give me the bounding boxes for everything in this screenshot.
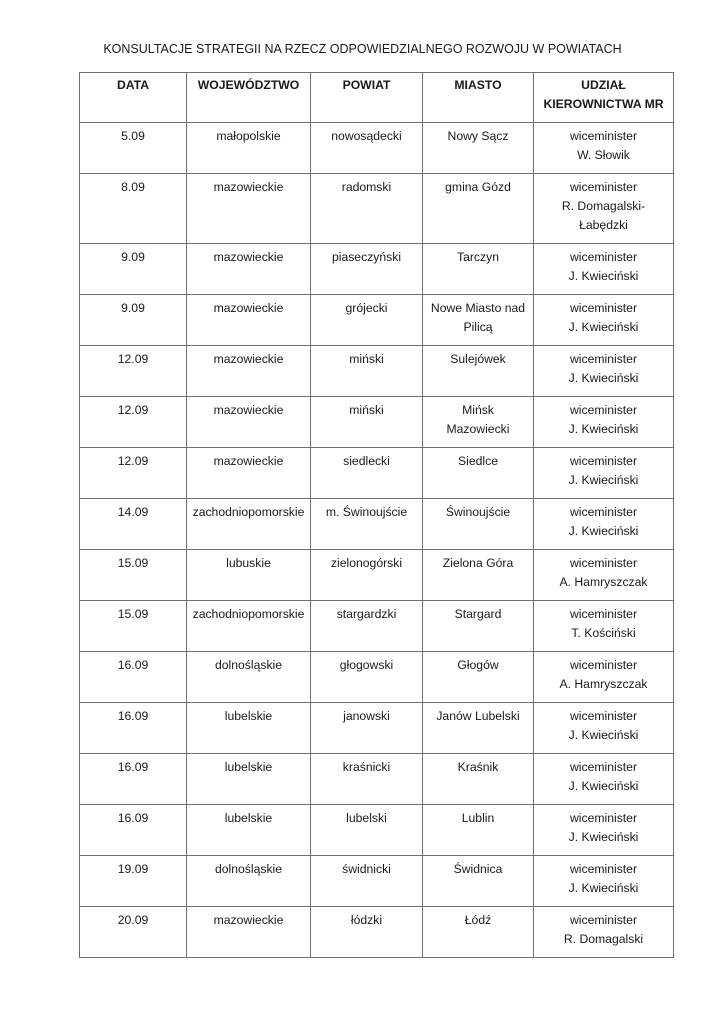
- cell-miasto: [423, 805, 534, 856]
- cell-miasto-line: Nowy Sącz: [447, 129, 509, 143]
- cell-udzial-line: wiceminister: [569, 607, 638, 621]
- cell-udzial-line: wiceminister: [569, 180, 638, 194]
- table-row: [80, 805, 674, 856]
- table-row: [80, 856, 674, 907]
- cell-udzial-line: wiceminister: [569, 862, 638, 876]
- table-row: [80, 601, 674, 652]
- table-row: [80, 174, 674, 244]
- consultation-table: [79, 72, 674, 958]
- cell-powiat: grójecki: [311, 295, 423, 346]
- cell-miasto: [423, 601, 534, 652]
- table-row: [80, 448, 674, 499]
- cell-data: 12.09: [80, 397, 187, 448]
- cell-udzial-line: J. Kwieciński: [568, 371, 639, 385]
- cell-miasto: [423, 550, 534, 601]
- cell-wojewodztwo: mazowieckie: [187, 174, 311, 244]
- cell-udzial: [534, 805, 674, 856]
- cell-powiat: zielonogórski: [311, 550, 423, 601]
- cell-udzial-line: R. Domagalski-: [561, 199, 646, 213]
- cell-udzial-line: R. Domagalski: [563, 932, 644, 946]
- cell-miasto: [423, 123, 534, 174]
- cell-powiat: siedlecki: [311, 448, 423, 499]
- cell-udzial-line: wiceminister: [569, 129, 638, 143]
- cell-miasto-line: Nowe Miasto nad: [430, 301, 526, 315]
- cell-miasto-line: Siedlce: [458, 454, 498, 468]
- cell-data: 8.09: [80, 174, 187, 244]
- table-row: [80, 703, 674, 754]
- cell-udzial-line: wiceminister: [569, 556, 638, 570]
- cell-miasto-line: Świnoujście: [445, 505, 511, 519]
- cell-miasto: [423, 856, 534, 907]
- cell-miasto-line: Tarczyn: [457, 250, 499, 264]
- cell-udzial-line: wiceminister: [569, 403, 638, 417]
- cell-udzial-line: wiceminister: [569, 301, 638, 315]
- cell-udzial-line: wiceminister: [569, 352, 638, 366]
- cell-data: 12.09: [80, 448, 187, 499]
- cell-data: 14.09: [80, 499, 187, 550]
- header-wojewodztwo: WOJEWÓDZTWO: [187, 73, 311, 123]
- cell-miasto-line: Sulejówek: [450, 352, 506, 366]
- table-row: [80, 754, 674, 805]
- cell-udzial-line: wiceminister: [569, 505, 638, 519]
- table-header-row: [80, 73, 674, 123]
- cell-wojewodztwo: lubelskie: [187, 754, 311, 805]
- cell-powiat: janowski: [311, 703, 423, 754]
- cell-miasto: [423, 244, 534, 295]
- cell-udzial-line: Łabędzki: [579, 218, 628, 232]
- cell-udzial: [534, 550, 674, 601]
- cell-powiat: lubelski: [311, 805, 423, 856]
- cell-udzial-line: J. Kwieciński: [568, 881, 639, 895]
- cell-miasto: [423, 346, 534, 397]
- cell-data: 20.09: [80, 907, 187, 958]
- cell-powiat: stargardzki: [311, 601, 423, 652]
- cell-udzial-line: J. Kwieciński: [568, 524, 639, 538]
- cell-wojewodztwo: mazowieckie: [187, 397, 311, 448]
- cell-miasto-line: Świdnica: [453, 862, 503, 876]
- cell-udzial: [534, 244, 674, 295]
- cell-wojewodztwo: zachodniopomorskie: [187, 499, 311, 550]
- cell-powiat: piaseczyński: [311, 244, 423, 295]
- cell-udzial-line: A. Hamryszczak: [559, 677, 648, 691]
- cell-udzial-line: J. Kwieciński: [568, 830, 639, 844]
- cell-udzial: [534, 652, 674, 703]
- cell-udzial-line: J. Kwieciński: [568, 269, 639, 283]
- page-title: KONSULTACJE STRATEGII NA RZECZ ODPOWIEDZIALNEGO ROZWOJU W POWIATACH: [103, 42, 622, 56]
- cell-udzial: [534, 754, 674, 805]
- cell-data: 9.09: [80, 295, 187, 346]
- cell-wojewodztwo: lubelskie: [187, 703, 311, 754]
- cell-udzial: [534, 601, 674, 652]
- cell-udzial: [534, 346, 674, 397]
- table-row: [80, 652, 674, 703]
- table-body: [80, 123, 674, 958]
- cell-wojewodztwo: mazowieckie: [187, 244, 311, 295]
- cell-miasto-line: Kraśnik: [457, 760, 499, 774]
- cell-wojewodztwo: mazowieckie: [187, 448, 311, 499]
- cell-powiat: łódzki: [311, 907, 423, 958]
- cell-udzial: [534, 397, 674, 448]
- cell-data: 15.09: [80, 550, 187, 601]
- table-row: [80, 346, 674, 397]
- cell-data: 16.09: [80, 805, 187, 856]
- cell-udzial-line: W. Słowik: [577, 148, 630, 162]
- cell-udzial-line: wiceminister: [569, 709, 638, 723]
- header-udzial-line: KIEROWNICTWA MR: [543, 97, 664, 111]
- cell-udzial-line: wiceminister: [569, 760, 638, 774]
- cell-miasto: [423, 754, 534, 805]
- table-row: [80, 550, 674, 601]
- table-row: [80, 907, 674, 958]
- cell-udzial: [534, 856, 674, 907]
- cell-data: 9.09: [80, 244, 187, 295]
- cell-miasto: [423, 907, 534, 958]
- cell-data: 5.09: [80, 123, 187, 174]
- header-powiat: POWIAT: [311, 73, 423, 123]
- cell-miasto: [423, 703, 534, 754]
- cell-miasto-line: Mazowiecki: [446, 422, 510, 436]
- cell-udzial-line: wiceminister: [569, 913, 638, 927]
- cell-udzial: [534, 907, 674, 958]
- cell-wojewodztwo: mazowieckie: [187, 346, 311, 397]
- cell-powiat: m. Świnoujście: [311, 499, 423, 550]
- cell-wojewodztwo: mazowieckie: [187, 907, 311, 958]
- cell-miasto: [423, 448, 534, 499]
- cell-udzial-line: wiceminister: [569, 811, 638, 825]
- cell-udzial-line: wiceminister: [569, 454, 638, 468]
- cell-miasto: [423, 295, 534, 346]
- cell-powiat: radomski: [311, 174, 423, 244]
- cell-udzial-line: J. Kwieciński: [568, 422, 639, 436]
- cell-udzial: [534, 295, 674, 346]
- cell-powiat: nowosądecki: [311, 123, 423, 174]
- cell-miasto: [423, 652, 534, 703]
- cell-wojewodztwo: mazowieckie: [187, 295, 311, 346]
- cell-data: 16.09: [80, 652, 187, 703]
- cell-data: 19.09: [80, 856, 187, 907]
- cell-wojewodztwo: lubelskie: [187, 805, 311, 856]
- cell-wojewodztwo: dolnośląskie: [187, 856, 311, 907]
- cell-miasto-line: Głogów: [457, 658, 499, 672]
- header-udzial-line: UDZIAŁ: [581, 78, 626, 92]
- cell-powiat: kraśnicki: [311, 754, 423, 805]
- cell-wojewodztwo: małopolskie: [187, 123, 311, 174]
- cell-powiat: miński: [311, 397, 423, 448]
- cell-miasto-line: Pilicą: [463, 320, 493, 334]
- cell-wojewodztwo: zachodniopomorskie: [187, 601, 311, 652]
- table-row: [80, 397, 674, 448]
- cell-udzial: [534, 499, 674, 550]
- cell-miasto: [423, 174, 534, 244]
- cell-powiat: świdnicki: [311, 856, 423, 907]
- cell-udzial-line: wiceminister: [569, 658, 638, 672]
- cell-udzial-line: J. Kwieciński: [568, 320, 639, 334]
- cell-udzial: [534, 174, 674, 244]
- cell-udzial: [534, 703, 674, 754]
- cell-udzial-line: T. Kościński: [571, 626, 636, 640]
- cell-udzial: [534, 448, 674, 499]
- cell-wojewodztwo: lubuskie: [187, 550, 311, 601]
- cell-udzial-line: A. Hamryszczak: [559, 575, 648, 589]
- cell-udzial: [534, 123, 674, 174]
- cell-miasto-line: Łódź: [464, 913, 492, 927]
- cell-miasto-line: Zielona Góra: [442, 556, 514, 570]
- cell-miasto-line: Stargard: [454, 607, 502, 621]
- header-miasto: MIASTO: [423, 73, 534, 123]
- cell-udzial-line: J. Kwieciński: [568, 779, 639, 793]
- table-row: [80, 499, 674, 550]
- cell-miasto-line: Mińsk: [462, 403, 494, 417]
- cell-data: 12.09: [80, 346, 187, 397]
- header-udzial: [534, 73, 674, 123]
- cell-powiat: miński: [311, 346, 423, 397]
- cell-data: 15.09: [80, 601, 187, 652]
- cell-miasto: [423, 499, 534, 550]
- cell-wojewodztwo: dolnośląskie: [187, 652, 311, 703]
- cell-udzial-line: J. Kwieciński: [568, 473, 639, 487]
- cell-udzial-line: wiceminister: [569, 250, 638, 264]
- table-row: [80, 123, 674, 174]
- cell-udzial-line: J. Kwieciński: [568, 728, 639, 742]
- cell-miasto-line: Janów Lubelski: [436, 709, 520, 723]
- cell-miasto-line: gmina Gózd: [445, 180, 511, 194]
- cell-data: 16.09: [80, 754, 187, 805]
- cell-data: 16.09: [80, 703, 187, 754]
- cell-miasto-line: Lublin: [461, 811, 495, 825]
- table-row: [80, 295, 674, 346]
- cell-powiat: głogowski: [311, 652, 423, 703]
- cell-miasto: [423, 397, 534, 448]
- header-data: DATA: [80, 73, 187, 123]
- table-row: [80, 244, 674, 295]
